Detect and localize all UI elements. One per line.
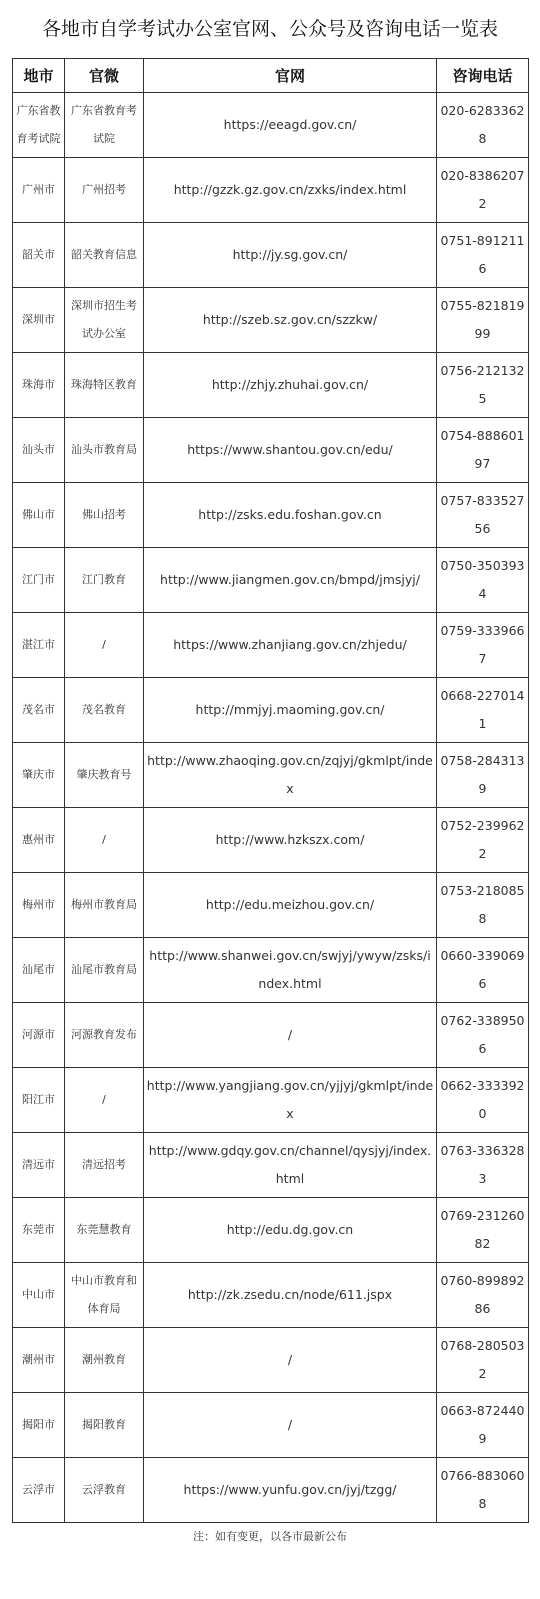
wechat-cell: / xyxy=(65,1068,144,1133)
website-link: / xyxy=(144,1003,437,1068)
contact-table-container xyxy=(12,58,528,1523)
wechat-cell: 东莞慧教育 xyxy=(65,1198,144,1263)
website-link[interactable]: http://www.yangjiang.gov.cn/yjjyj/gkmlpt/index xyxy=(144,1068,437,1133)
table-row xyxy=(13,418,529,483)
city-cell: 肇庆市 xyxy=(13,743,65,808)
wechat-cell: / xyxy=(65,613,144,678)
city-cell: 江门市 xyxy=(13,548,65,613)
phone-cell: 020-62833628 xyxy=(437,93,529,158)
wechat-cell: 汕头市教育局 xyxy=(65,418,144,483)
header-phone: 咨询电话 xyxy=(437,59,529,93)
city-cell: 潮州市 xyxy=(13,1328,65,1393)
table-row xyxy=(13,1393,529,1458)
table-row xyxy=(13,938,529,1003)
phone-cell: 0763-3363283 xyxy=(437,1133,529,1198)
table-header-row xyxy=(13,59,529,93)
city-cell: 广州市 xyxy=(13,158,65,223)
table-row xyxy=(13,483,529,548)
phone-cell: 0758-2843139 xyxy=(437,743,529,808)
city-cell: 河源市 xyxy=(13,1003,65,1068)
city-cell: 阳江市 xyxy=(13,1068,65,1133)
website-link[interactable]: http://jy.sg.gov.cn/ xyxy=(144,223,437,288)
website-link[interactable]: http://edu.meizhou.gov.cn/ xyxy=(144,873,437,938)
phone-cell: 0766-8830608 xyxy=(437,1458,529,1523)
city-cell: 湛江市 xyxy=(13,613,65,678)
city-cell: 珠海市 xyxy=(13,353,65,418)
table-row xyxy=(13,678,529,743)
table-row xyxy=(13,288,529,353)
phone-cell: 0662-3333920 xyxy=(437,1068,529,1133)
city-cell: 东莞市 xyxy=(13,1198,65,1263)
phone-cell: 0663-8724409 xyxy=(437,1393,529,1458)
website-link[interactable]: https://www.zhanjiang.gov.cn/zhjedu/ xyxy=(144,613,437,678)
table-row xyxy=(13,808,529,873)
city-cell: 梅州市 xyxy=(13,873,65,938)
phone-cell: 020-83862072 xyxy=(437,158,529,223)
website-link: / xyxy=(144,1393,437,1458)
website-link[interactable]: http://mmjyj.maoming.gov.cn/ xyxy=(144,678,437,743)
website-link[interactable]: http://www.gdqy.gov.cn/channel/qysjyj/index.html xyxy=(144,1133,437,1198)
table-row xyxy=(13,613,529,678)
phone-cell: 0757-83352756 xyxy=(437,483,529,548)
phone-cell: 0754-88860197 xyxy=(437,418,529,483)
wechat-cell: 清远招考 xyxy=(65,1133,144,1198)
city-cell: 广东省教育考试院 xyxy=(13,93,65,158)
phone-cell: 0756-2121325 xyxy=(437,353,529,418)
website-link[interactable]: https://www.yunfu.gov.cn/jyj/tzgg/ xyxy=(144,1458,437,1523)
website-link[interactable]: http://zk.zsedu.cn/node/611.jspx xyxy=(144,1263,437,1328)
wechat-cell: 肇庆教育号 xyxy=(65,743,144,808)
wechat-cell: 广东省教育考试院 xyxy=(65,93,144,158)
wechat-cell: 佛山招考 xyxy=(65,483,144,548)
table-row xyxy=(13,1003,529,1068)
table-row xyxy=(13,873,529,938)
page-title: 各地市自学考试办公室官网、公众号及咨询电话一览表 xyxy=(41,18,498,40)
wechat-cell: 汕尾市教育局 xyxy=(65,938,144,1003)
table-row xyxy=(13,223,529,288)
table-row xyxy=(13,353,529,418)
phone-cell: 0759-3339667 xyxy=(437,613,529,678)
wechat-cell: 梅州市教育局 xyxy=(65,873,144,938)
website-link[interactable]: http://www.jiangmen.gov.cn/bmpd/jmsjyj/ xyxy=(144,548,437,613)
table-row xyxy=(13,743,529,808)
phone-cell: 0750-3503934 xyxy=(437,548,529,613)
phone-cell: 0751-8912116 xyxy=(437,223,529,288)
wechat-cell: 韶关教育信息 xyxy=(65,223,144,288)
table-row xyxy=(13,548,529,613)
website-link[interactable]: http://gzzk.gz.gov.cn/zxks/index.html xyxy=(144,158,437,223)
table-row xyxy=(13,1263,529,1328)
phone-cell: 0760-89989286 xyxy=(437,1263,529,1328)
phone-cell: 0755-82181999 xyxy=(437,288,529,353)
city-cell: 深圳市 xyxy=(13,288,65,353)
city-cell: 汕头市 xyxy=(13,418,65,483)
wechat-cell: 揭阳教育 xyxy=(65,1393,144,1458)
website-link[interactable]: http://www.hzkszx.com/ xyxy=(144,808,437,873)
city-cell: 云浮市 xyxy=(13,1458,65,1523)
wechat-cell: 广州招考 xyxy=(65,158,144,223)
wechat-cell: 茂名教育 xyxy=(65,678,144,743)
wechat-cell: 云浮教育 xyxy=(65,1458,144,1523)
wechat-cell: 潮州教育 xyxy=(65,1328,144,1393)
wechat-cell: 河源教育发布 xyxy=(65,1003,144,1068)
city-cell: 汕尾市 xyxy=(13,938,65,1003)
table-row xyxy=(13,1133,529,1198)
city-cell: 佛山市 xyxy=(13,483,65,548)
wechat-cell: / xyxy=(65,808,144,873)
table-row xyxy=(13,1198,529,1263)
city-cell: 惠州市 xyxy=(13,808,65,873)
website-link[interactable]: https://eeagd.gov.cn/ xyxy=(144,93,437,158)
website-link[interactable]: http://zhjy.zhuhai.gov.cn/ xyxy=(144,353,437,418)
website-link: / xyxy=(144,1328,437,1393)
table-body xyxy=(13,93,529,1523)
table-row xyxy=(13,1068,529,1133)
phone-cell: 0768-2805032 xyxy=(437,1328,529,1393)
wechat-cell: 中山市教育和体育局 xyxy=(65,1263,144,1328)
header-website: 官网 xyxy=(144,59,437,93)
website-link[interactable]: http://www.zhaoqing.gov.cn/zqjyj/gkmlpt/index xyxy=(144,743,437,808)
website-link[interactable]: http://zsks.edu.foshan.gov.cn xyxy=(144,483,437,548)
website-link[interactable]: http://szeb.sz.gov.cn/szzkw/ xyxy=(144,288,437,353)
city-cell: 清远市 xyxy=(13,1133,65,1198)
table-row xyxy=(13,1328,529,1393)
header-city: 地市 xyxy=(13,59,65,93)
table-row xyxy=(13,93,529,158)
city-cell: 中山市 xyxy=(13,1263,65,1328)
wechat-cell: 江门教育 xyxy=(65,548,144,613)
header-wechat: 官微 xyxy=(65,59,144,93)
phone-cell: 0752-2399622 xyxy=(437,808,529,873)
phone-cell: 0660-3390696 xyxy=(437,938,529,1003)
city-cell: 韶关市 xyxy=(13,223,65,288)
website-link[interactable]: http://www.shanwei.gov.cn/swjyj/ywyw/zsks/index.html xyxy=(144,938,437,1003)
contact-table xyxy=(12,58,529,1523)
wechat-cell: 深圳市招生考试办公室 xyxy=(65,288,144,353)
city-cell: 茂名市 xyxy=(13,678,65,743)
footnote: 注：如有变更，以各市最新公布 xyxy=(193,1530,347,1543)
table-row xyxy=(13,1458,529,1523)
city-cell: 揭阳市 xyxy=(13,1393,65,1458)
phone-cell: 0753-2180858 xyxy=(437,873,529,938)
phone-cell: 0668-2270141 xyxy=(437,678,529,743)
phone-cell: 0762-3389506 xyxy=(437,1003,529,1068)
website-link[interactable]: http://edu.dg.gov.cn xyxy=(144,1198,437,1263)
wechat-cell: 珠海特区教育 xyxy=(65,353,144,418)
table-row xyxy=(13,158,529,223)
website-link[interactable]: https://www.shantou.gov.cn/edu/ xyxy=(144,418,437,483)
phone-cell: 0769-23126082 xyxy=(437,1198,529,1263)
